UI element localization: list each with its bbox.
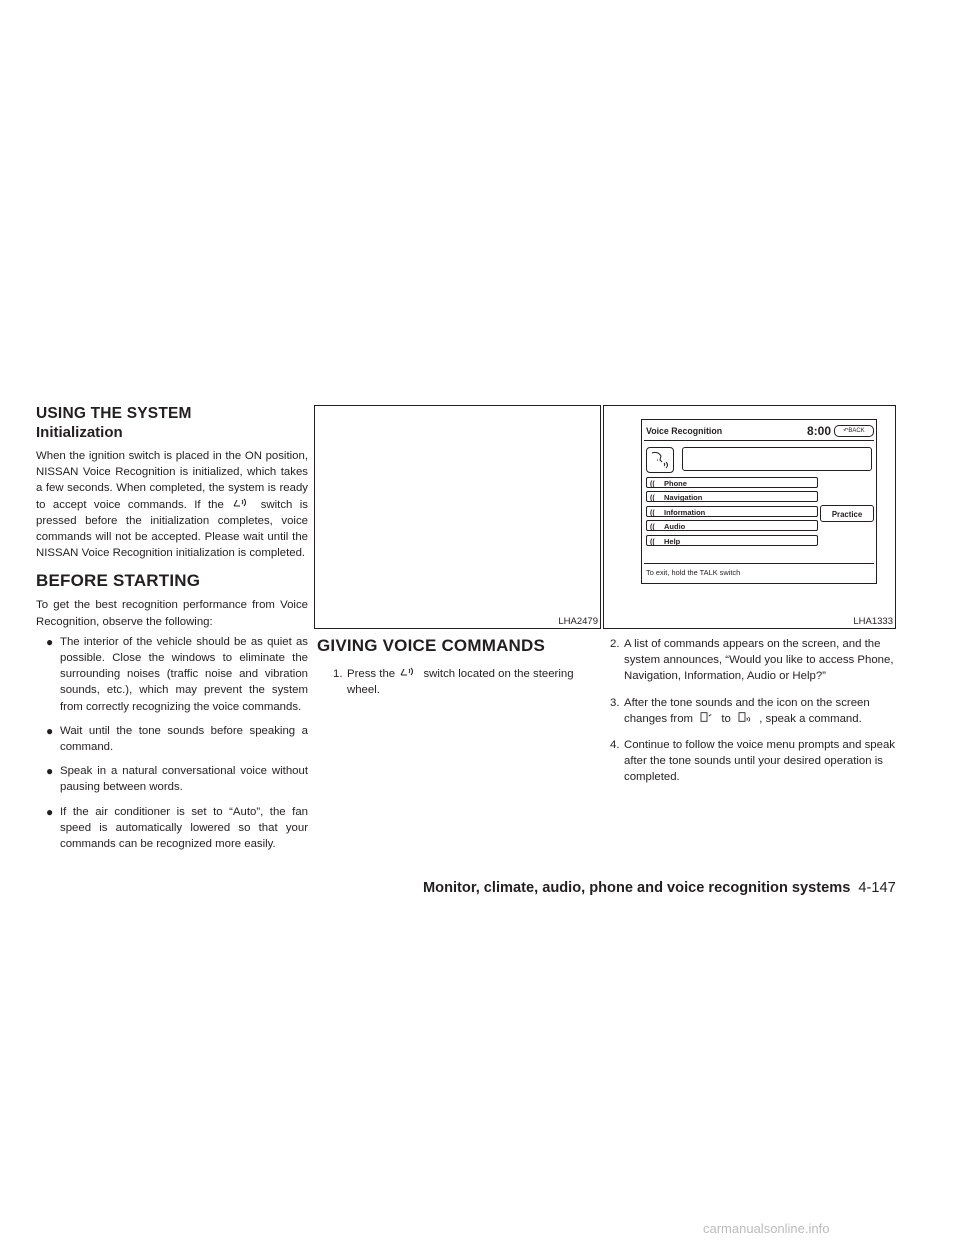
list-item: 4. Continue to follow the voice menu prompts and speak after the tone sounds until your desired operation is completed. xyxy=(610,739,896,784)
screen-footer-hint: To exit, hold the TALK switch xyxy=(646,568,741,577)
step-number: 2. xyxy=(610,638,620,650)
voice-icon: (( xyxy=(650,481,655,488)
steps-list xyxy=(606,636,896,786)
section-heading-before-starting: BEFORE STARTING xyxy=(36,571,201,591)
voice-icon: (( xyxy=(650,510,655,517)
listening-icon xyxy=(696,711,718,723)
speak-now-icon xyxy=(734,711,756,723)
section-heading-giving-voice-commands: GIVING VOICE COMMANDS xyxy=(317,636,546,655)
initialization-text-a: When the ignition switch is placed in the ON position, NISSAN Voice Recognition is initialized, which takes a few seconds. When completed, the system is ready to accept voice commands. If the xyxy=(36,450,308,511)
list-item: 2. A list of commands appears on the screen, and the system announces, “Would you like to access Phone, Navigation, Information, Audio or Help?” xyxy=(610,638,894,683)
menu-item-navigation[interactable]: (( Navigation xyxy=(646,491,818,502)
bullet-icon: ● xyxy=(46,764,54,779)
step-number: 4. xyxy=(610,739,620,752)
menu-item-audio[interactable]: (( Audio xyxy=(646,520,818,531)
section-heading-using-the-system: USING THE SYSTEM xyxy=(36,405,192,422)
screen-clock: 8:00 xyxy=(807,424,832,438)
figure-label: LHA1333 xyxy=(853,616,893,627)
steps-list xyxy=(317,666,603,698)
figure-label: LHA2479 xyxy=(558,616,598,627)
talk-switch-icon xyxy=(398,666,420,678)
footer-section-title: Monitor, climate, audio, phone and voice recognition systems xyxy=(423,880,851,896)
divider xyxy=(644,440,874,441)
response-area xyxy=(682,447,872,471)
step-number: 1. xyxy=(333,668,343,680)
figure-steering-switch xyxy=(314,405,601,629)
column-right xyxy=(606,636,896,796)
voice-icon: (( xyxy=(650,495,655,502)
column-middle xyxy=(317,636,603,708)
list-item: ● Wait until the tone sounds before speaking a command. xyxy=(46,723,308,754)
screen-title: Voice Recognition xyxy=(646,426,723,436)
page-number: 4-147 xyxy=(858,880,896,896)
list-item: 3. After the tone sounds and the icon on the screen changes from to , speak a command. xyxy=(610,696,870,725)
menu-item-information[interactable]: (( Information xyxy=(646,506,818,517)
talk-switch-icon xyxy=(231,497,253,509)
list-item: 1. Press the switch located on the steering wheel. xyxy=(333,668,574,697)
talk-status-icon xyxy=(646,447,674,473)
screen-mockup xyxy=(641,419,877,584)
list-item: ● If the air conditioner is set to “Auto”, the fan speed is automatically lowered so that your commands can be recognized more easily. xyxy=(46,804,308,851)
before-starting-intro: To get the best recognition performance from Voice Recognition, observe the following: xyxy=(36,599,308,628)
voice-icon: (( xyxy=(650,539,655,546)
divider xyxy=(644,563,874,564)
practice-button[interactable]: Practice xyxy=(820,505,874,522)
back-arrow-icon: ↶ xyxy=(843,428,849,434)
speaking-head-icon xyxy=(647,448,673,472)
figure-voice-recognition-screen xyxy=(603,405,896,629)
list-item: ● The interior of the vehicle should be as quiet as possible. Close the windows to eliminate the surrounding noises (traffic noise and vibration sounds, etc.), which may prevent the system from correctly recognizing the voice commands. xyxy=(46,634,308,713)
initialization-text-b: switch is pressed before the initialization completes, voice commands will not be accepted. Please wait until the NISSAN Voice Recognition initialization is completed. xyxy=(36,498,309,560)
back-button[interactable]: ↶BACK xyxy=(834,425,874,437)
initialization-paragraph xyxy=(36,448,308,561)
voice-icon: (( xyxy=(650,524,655,531)
watermark: carmanualsonline.info xyxy=(703,1221,830,1236)
column-left xyxy=(36,404,308,860)
bullet-icon: ● xyxy=(46,723,54,738)
page-footer xyxy=(423,880,896,896)
subheading-initialization: Initialization xyxy=(36,424,123,441)
before-starting-bullets xyxy=(36,634,308,852)
bullet-icon: ● xyxy=(46,634,54,649)
menu-item-help[interactable]: (( Help xyxy=(646,535,818,546)
bullet-icon: ● xyxy=(46,804,54,819)
step-number: 3. xyxy=(610,696,620,709)
list-item: ● Speak in a natural conversational voice without pausing between words. xyxy=(46,764,308,794)
menu-item-phone[interactable]: (( Phone xyxy=(646,477,818,488)
